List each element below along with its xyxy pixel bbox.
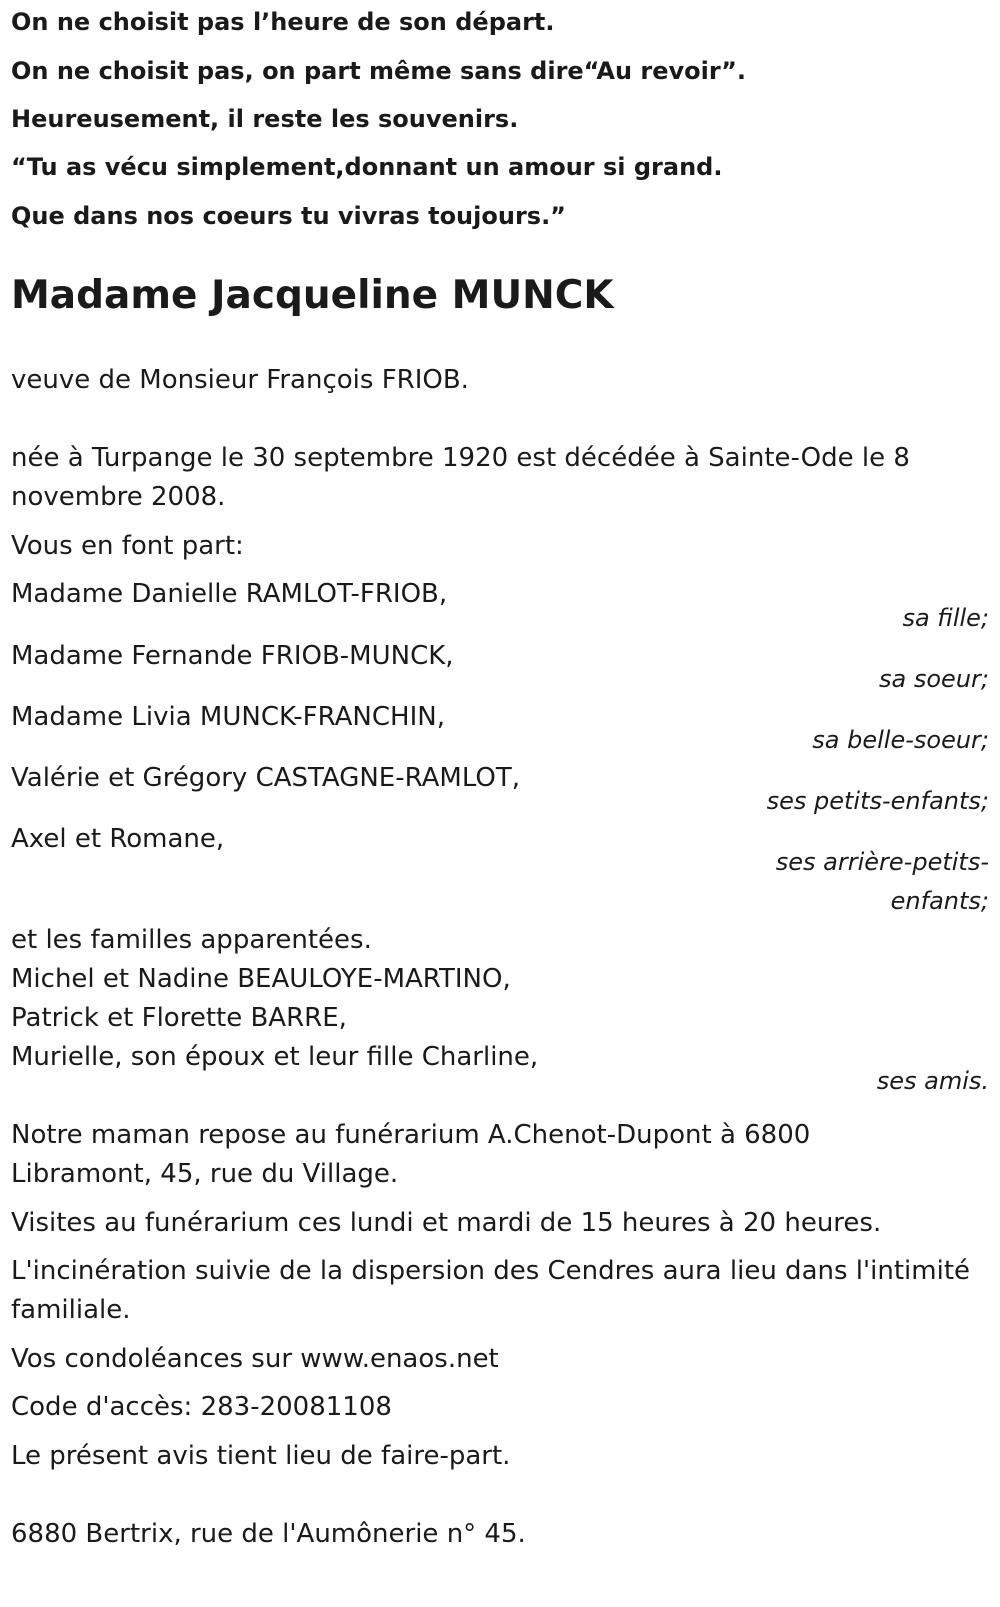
obituary-notice <box>11 0 989 1607</box>
family-member-relation: sa soeur; <box>879 665 989 693</box>
address-line: 6880 Bertrix, rue de l'Aumônerie n° 45. <box>11 1519 526 1549</box>
poem-line: “Tu as vécu simplement,donnant un amour si grand. <box>11 153 723 181</box>
cremation-info: L'incinération suivie de la dispersion des Cendres aura lieu dans l'intimité <box>11 1256 971 1286</box>
announcement: Vous en font part: <box>11 531 244 561</box>
family-member-name: Axel et Romane, <box>11 824 225 854</box>
widow-line: veuve de Monsieur François FRIOB. <box>11 365 469 395</box>
rest-location: Libramont, 45, rue du Village. <box>11 1159 399 1189</box>
birth-death-line: novembre 2008. <box>11 482 226 512</box>
family-member-relation: sa belle-soeur; <box>812 726 989 754</box>
friend-name: Murielle, son époux et leur fille Charline, <box>11 1042 539 1072</box>
poem-line: On ne choisit pas, on part même sans dire“Au revoir”. <box>11 57 747 85</box>
cremation-info: familiale. <box>11 1295 131 1325</box>
families-related: et les familles apparentées. <box>11 925 372 955</box>
condolences-info: Vos condoléances sur www.enaos.net <box>11 1344 499 1374</box>
notice-line: Le présent avis tient lieu de faire-part. <box>11 1441 511 1471</box>
poem-line: On ne choisit pas l’heure de son départ. <box>11 8 555 36</box>
family-member-name: Madame Livia MUNCK-FRANCHIN, <box>11 702 445 732</box>
family-member-name: Valérie et Grégory CASTAGNE-RAMLOT, <box>11 763 521 793</box>
family-member-relation: sa fille; <box>902 604 989 632</box>
family-member-name: Madame Fernande FRIOB-MUNCK, <box>11 641 454 671</box>
poem-line: Heureusement, il reste les souvenirs. <box>11 105 519 133</box>
visits-info: Visites au funérarium ces lundi et mardi de 15 heures à 20 heures. <box>11 1208 882 1238</box>
family-member-relation: ses arrière-petits- <box>775 848 989 876</box>
family-member-relation: enfants; <box>890 887 989 915</box>
friend-name: Michel et Nadine BEAULOYE-MARTINO, <box>11 964 511 994</box>
deceased-name: Madame Jacqueline MUNCK <box>11 273 614 318</box>
birth-death-line: née à Turpange le 30 septembre 1920 est décédée à Sainte-Ode le 8 <box>11 443 910 473</box>
rest-location: Notre maman repose au funérarium A.Chenot-Dupont à 6800 <box>11 1120 811 1150</box>
friends-relation: ses amis. <box>876 1067 989 1095</box>
friend-name: Patrick et Florette BARRE, <box>11 1003 347 1033</box>
family-member-name: Madame Danielle RAMLOT-FRIOB, <box>11 579 448 609</box>
access-code: Code d'accès: 283-20081108 <box>11 1392 392 1422</box>
family-member-relation: ses petits-enfants; <box>766 787 989 815</box>
poem-line: Que dans nos coeurs tu vivras toujours.” <box>11 202 566 230</box>
